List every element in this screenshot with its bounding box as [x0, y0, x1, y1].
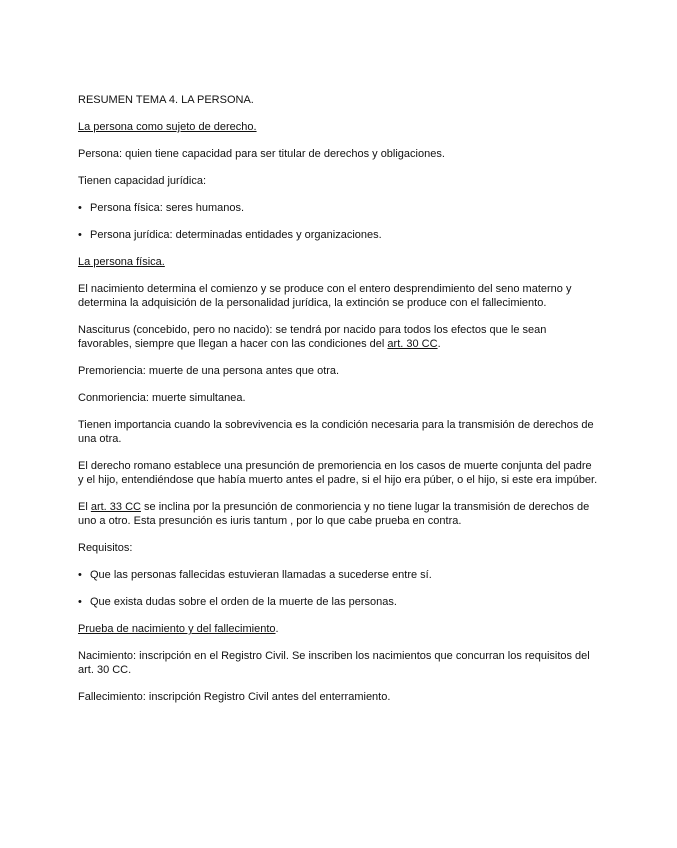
paragraph-premoriencia: Premoriencia: muerte de una persona antes que otra. [78, 365, 340, 377]
heading-text: Prueba de nacimiento y del fallecimiento [78, 623, 276, 635]
paragraph-text: se inclina por la presunción de conmoriencia y no tiene lugar la transmisión de derechos de uno a otro. Esta presunción es iuris tantum , por lo que cabe prueba en contra. [78, 501, 590, 527]
list-item-text: Que exista dudas sobre el orden de la muerte de las personas. [90, 596, 397, 608]
list-item-text: Persona física: seres humanos. [90, 202, 245, 214]
list-item [78, 595, 600, 609]
paragraph-requisitos: Requisitos: [78, 542, 133, 554]
paragraph-nasciturus [78, 323, 600, 351]
list-item-text: Persona jurídica: determinadas entidades y organizaciones. [90, 229, 382, 241]
section-heading-prueba [78, 622, 600, 636]
paragraph-derecho-romano: El derecho romano establece una presunción de premoriencia en los casos de muerte conjunta del padre y el hijo, entendiéndose que había muerto antes el padre, si el hijo era púber, o el hijo, si este era impúber. [78, 460, 598, 486]
paragraph-prueba-fallecimiento: Fallecimiento: inscripción Registro Civil antes del enterramiento. [78, 691, 391, 703]
paragraph-text: . [437, 338, 441, 350]
link-art-30-cc[interactable]: art. 30 CC [387, 338, 438, 350]
list-item [78, 568, 600, 582]
paragraph-text: El [78, 501, 91, 513]
bullet-icon: • [78, 202, 82, 214]
link-art-33-cc[interactable]: art. 33 CC [90, 501, 141, 513]
paragraph-prueba-nacimiento: Nacimiento: inscripción en el Registro Civil. Se inscriben los nacimientos que concurran los requisitos del art. 30 CC. [78, 650, 590, 676]
paragraph-conmoriencia: Conmoriencia: muerte simultanea. [78, 392, 246, 404]
paragraph-importancia: Tienen importancia cuando la sobrevivencia es la condición necesaria para la transmisión de derechos de una otra. [78, 419, 594, 445]
list-item [78, 228, 600, 242]
list-item [78, 201, 600, 215]
paragraph-text: Nasciturus (concebido, pero no nacido): se tendrá por nacido para todos los efectos que le sean favorables, siempre que llegan a hacer con las condiciones del [78, 324, 547, 350]
bullet-icon: • [78, 596, 82, 608]
bullet-icon: • [78, 229, 82, 241]
heading-tail: . [275, 623, 279, 635]
paragraph-capacidad-juridica: Tienen capacidad jurídica: [78, 175, 207, 187]
document-title: RESUMEN TEMA 4. LA PERSONA. [78, 94, 254, 106]
section-heading-persona-fisica: La persona física. [78, 256, 165, 268]
paragraph-nacimiento: El nacimiento determina el comienzo y se produce con el entero desprendimiento del seno materno y determina la adquisición de la personalidad jurídica, la extinción se produce con el fallecimiento. [78, 283, 572, 309]
paragraph-art-33 [78, 500, 600, 528]
bullet-icon: • [78, 569, 82, 581]
document-body [78, 93, 600, 717]
paragraph-persona-definicion: Persona: quien tiene capacidad para ser titular de derechos y obligaciones. [78, 148, 445, 160]
list-item-text: Que las personas fallecidas estuvieran llamadas a sucederse entre sí. [90, 569, 432, 581]
section-heading-sujeto-derecho: La persona como sujeto de derecho. [78, 121, 257, 133]
